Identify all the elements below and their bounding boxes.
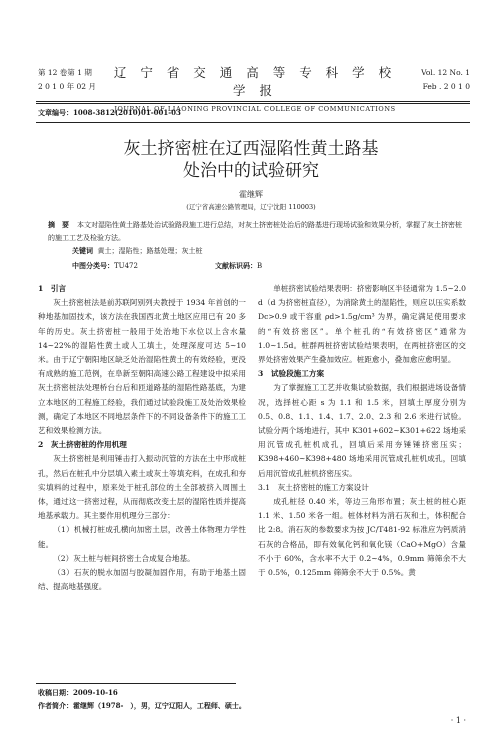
author: 霍继辉 [239, 190, 263, 199]
header-rule-top [36, 101, 470, 102]
page-number: · 1 · [450, 716, 466, 725]
journal-name-cn: 辽 宁 省 交 通 高 等 专 科 学 校 学 报 [113, 65, 397, 98]
mechanism-item-2: （2）灰土桩与桩间挤密土合成复合地基。 [53, 553, 195, 563]
affiliation: (辽宁省高速公路管理局，辽宁沈阳 110003) [186, 203, 316, 211]
abstract [48, 218, 462, 245]
artno-rule [36, 122, 470, 123]
section-3-para: 为了掌握施工工艺并收集试验数据，我们根据进场设备情况，选择桩心距 s 为 1.1 和 1.5 米，回填土厚度分别为 0.5、0.8、1.1、1.4、1.7、2.0、2.3 和 2.6 米进行试验。试验分两个场地进行，其中 K301+602~K301+622 场地采用沉管成孔桩机成孔，回填后采用夯锤锤挤密压实；K398+460~K398+480 场地采用沉管成孔桩机成孔，回填后用沉管成孔桩机挤密压实。 [258, 383, 466, 478]
header-rule-bottom [36, 103, 470, 104]
title-line1: 灰土挤密桩在辽西湿陷性黄土路基 [123, 139, 379, 159]
section-3-heading: 3 试验段施工方案 [258, 369, 325, 379]
volume-info [421, 66, 470, 94]
keywords [72, 246, 202, 256]
keywords-text: 黄土；湿陷性；路基处理；灰土桩 [97, 247, 203, 255]
right-column [258, 282, 466, 580]
right-para-1: 单桩挤密试验结果表明：挤密影响区半径通常为 1.5~2.0 d（d 为挤密桩直径），为消除黄土的湿陷性，则应以压实系数 Dc>0.9 或干容重 ρd>1.5g/cm³ 为界，确定满足使用要求的“有效挤密区”。单个桩孔的“有效挤密区”通常为 1.0~1.5d。桩群两桩挤密试验结果表明，在两桩挤密区的交界处挤密效果产生叠加效应。桩距愈小，叠加愈应愈明显。 [258, 284, 466, 365]
keywords-label: 关键词 [72, 246, 93, 255]
footnote-rule [36, 683, 236, 684]
left-column [38, 282, 246, 594]
journal-name-en: JOURNAL OF LIAONING PROVINCIAL COLLEGE OF COMMUNICATIONS [114, 105, 396, 113]
mechanism-item-1: （1）机械打桩成孔横向加密土层，改善土体物理力学性能。 [38, 525, 246, 549]
section-3-1-heading: 3.1 灰土挤密桩的施工方案设计 [258, 482, 369, 492]
class-label: 中图分类号： [72, 261, 114, 270]
title-line2: 处治中的试验研究 [183, 161, 319, 181]
section-1-heading: 1 引言 [38, 284, 67, 293]
document-code [215, 261, 262, 271]
section-2-para: 灰土挤密桩是利用锤击打入振动沉管的方法在土中形成桩孔，然后在桩孔中分层填入素土或灰土等填充料，在成孔和夯实填料的过程中，原来处于桩孔部位的土全部被挤入周围土体，通过这一挤密过程，从而彻底改变土层的湿陷性质并提高地基承载力。其主要作用机理分三部分： [38, 454, 246, 521]
class-number: TU472 [114, 262, 138, 270]
mechanism-item-3: （3）石灰的脱水加固与胶凝加固作用，有助于地基土固结、提高地基强度。 [38, 568, 246, 592]
issue-info [38, 66, 96, 94]
abstract-label: 摘 要 [48, 220, 69, 229]
doc-code-value: B [257, 262, 263, 270]
section-2-heading: 2 灰土挤密桩的作用机理 [38, 440, 127, 450]
author-bio: 作者简介：霍继辉（1978- ），男，辽宁辽阳人，工程师、硕士。 [38, 701, 246, 710]
abstract-text: 本文对湿陷性黄土路基处治试验路段施工进行总结，对灰土挤密桩处治后的路基进行现场试验和效果分析，掌握了灰土挤密桩的施工工艺及检验方法。 [48, 221, 462, 242]
issue-line2: 2 0 1 0 年 02 月 [38, 82, 96, 91]
vol-line2: Feb . 2 0 1 0 [422, 82, 470, 91]
vol-line1: Vol. 12 No. 1 [421, 68, 470, 77]
article-number: 文章编号：1008-3812(2010)01-001-03 [38, 108, 181, 117]
received-date: 收稿日期：2009-10-16 [38, 688, 118, 697]
classification [72, 261, 138, 271]
section-3-1-para: 成孔桩径 0.40 米，等边三角形布置；灰土桩的桩心距 1.1 米、1.50 米各一组。桩体材料为消石灰和土，体积配合比 2:8。消石灰的参数要求为按 JC/T481-92 标准应为钙质消石灰的合格品，即有效氧化钙和氧化镁（CaO+MgO）含量不小于 60%，含水率不大于 0.2~4%，0.9mm 筛筛余不大于 0.5%，0.125mm 筛筛余不大于 0.5%。黄 [258, 497, 466, 578]
doc-label: 文献标识码： [215, 261, 257, 270]
issue-line1: 第 12 卷第 1 期 [38, 68, 92, 77]
section-1-para: 灰土挤密桩法是前苏联阿别列夫教授于 1934 年首创的一种地基加固技术，该方法在我国西北黄土地区应用已有 20 多年的历史。灰土挤密桩一般用于处治地下水位以上含水量 14~22%的湿陷性黄土或人工填土，处理深度可达 5~10 米。由于辽宁朝阳地区缺乏处治湿陷性黄土的有效经验，更没有成熟的施工范例，在阜新至朝阳高速公路工程建设中拟采用灰土挤密桩法处理桥台台后和匝道路基的湿陷性路基底，为建立本地区的工程施工经验，我们通过试验段施工及处治效果检测，确定了本地区不同地层条件下的不同设备条件下的施工工艺和效果检测方法。 [38, 298, 246, 436]
